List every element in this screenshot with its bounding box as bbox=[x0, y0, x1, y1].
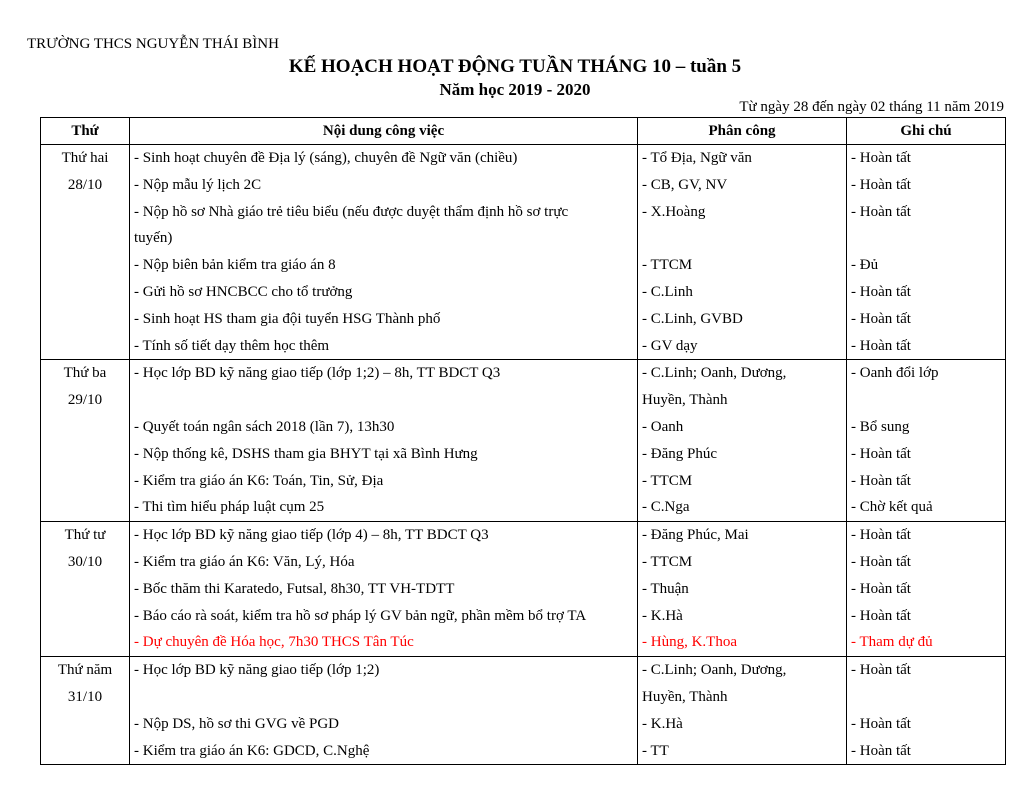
assignment-line: - Oanh bbox=[642, 418, 684, 435]
task-line: - Sinh hoạt chuyên đề Địa lý (sáng), chuyên đề Ngữ văn (chiều) bbox=[134, 150, 518, 166]
note-line: - Hoàn tất bbox=[851, 283, 911, 300]
assignment-cell bbox=[638, 145, 847, 360]
note-line: - Hoàn tất bbox=[851, 310, 911, 327]
assignment-line: - K.Hà bbox=[642, 715, 683, 732]
task-line: - Tính số tiết dạy thêm học thêm bbox=[134, 337, 330, 354]
task-cell bbox=[130, 360, 638, 522]
school-year: Năm học 2019 - 2020 bbox=[439, 80, 591, 99]
note-line: - Oanh đổi lớp bbox=[851, 365, 939, 382]
assignment-cell bbox=[638, 657, 847, 765]
day-name: Thứ tư bbox=[64, 527, 106, 544]
task-line: - Nộp hồ sơ Nhà giáo trẻ tiêu biểu (nếu được duyệt thẩm định hồ sơ trực bbox=[134, 203, 569, 220]
column-header-task: Nội dung công việc bbox=[130, 118, 638, 145]
assignment-line: - C.Linh; Oanh, Dương, bbox=[642, 365, 787, 382]
note-line: - Bổ sung bbox=[851, 418, 910, 435]
note-line: - Hoàn tất bbox=[851, 742, 911, 759]
day-group bbox=[41, 145, 1006, 360]
note-line: - Hoàn tất bbox=[851, 472, 911, 489]
day-group bbox=[41, 522, 1006, 657]
note-cell bbox=[847, 522, 1006, 657]
column-header-day: Thứ bbox=[41, 118, 130, 145]
note-line: - Hoàn tất bbox=[851, 445, 911, 462]
day-group bbox=[41, 360, 1006, 522]
day-name: Thứ hai bbox=[61, 150, 109, 166]
note-line: - Hoàn tất bbox=[851, 150, 911, 166]
task-line: - Kiểm tra giáo án K6: Văn, Lý, Hóa bbox=[134, 553, 355, 570]
note-line: - Hoàn tất bbox=[851, 527, 911, 544]
task-line: - Học lớp BD kỹ năng giao tiếp (lớp 4) – 8h, TT BDCT Q3 bbox=[134, 527, 489, 544]
assignment-line: - TTCM bbox=[642, 257, 693, 274]
assignment-line: - Tổ Địa, Ngữ văn bbox=[642, 150, 752, 166]
assignment-line: - TTCM bbox=[642, 472, 693, 489]
table-header-row bbox=[41, 118, 1006, 145]
note-line: - Hoàn tất bbox=[851, 553, 911, 570]
column-header-note: Ghi chú bbox=[847, 118, 1006, 145]
note-line: - Tham dự đủ bbox=[851, 634, 933, 651]
note-cell bbox=[847, 145, 1006, 360]
note-line: - Đủ bbox=[851, 257, 879, 274]
day-cell bbox=[41, 145, 130, 360]
column-header-assignment: Phân công bbox=[638, 118, 847, 145]
assignment-line: - K.Hà bbox=[642, 607, 683, 624]
task-line: - Bốc thăm thi Karatedo, Futsal, 8h30, TT VH-TDTT bbox=[134, 580, 455, 597]
assignment-line: - C.Nga bbox=[642, 499, 690, 516]
assignment-line: - C.Linh bbox=[642, 283, 693, 300]
day-cell bbox=[41, 522, 130, 657]
page-title: KẾ HOẠCH HOẠT ĐỘNG TUẦN THÁNG 10 – tuần 5 bbox=[288, 56, 742, 77]
day-cell bbox=[41, 657, 130, 765]
note-line bbox=[851, 387, 1001, 414]
assignment-line: - Đăng Phúc, Mai bbox=[642, 527, 749, 544]
task-line: - Gửi hồ sơ HNCBCC cho tổ trưởng bbox=[134, 283, 353, 300]
note-cell bbox=[847, 657, 1006, 765]
task-cell bbox=[130, 145, 638, 360]
task-line bbox=[134, 684, 633, 711]
task-line: - Nộp DS, hồ sơ thi GVG về PGD bbox=[134, 715, 340, 732]
note-line: - Hoàn tất bbox=[851, 607, 911, 624]
assignment-line: - Thuận bbox=[642, 580, 689, 597]
assignment-line: - CB, GV, NV bbox=[642, 176, 728, 193]
note-cell bbox=[847, 360, 1006, 522]
assignment-line: Huyền, Thành bbox=[642, 392, 728, 409]
assignment-line: - C.Linh, GVBD bbox=[642, 310, 743, 327]
task-line: - Học lớp BD kỹ năng giao tiếp (lớp 1;2) bbox=[134, 662, 380, 679]
task-line: - Học lớp BD kỹ năng giao tiếp (lớp 1;2) – 8h, TT BDCT Q3 bbox=[134, 365, 501, 382]
assignment-line: - GV dạy bbox=[642, 337, 698, 354]
day-date: 28/10 bbox=[67, 177, 103, 193]
note-line: - Hoàn tất bbox=[851, 337, 911, 354]
task-line: - Thi tìm hiểu pháp luật cụm 25 bbox=[134, 499, 325, 516]
task-line: - Nộp thống kê, DSHS tham gia BHYT tại xã Bình Hưng bbox=[134, 445, 478, 462]
activity-plan-table bbox=[40, 117, 1006, 765]
assignment-line: - C.Linh; Oanh, Dương, bbox=[642, 662, 787, 679]
task-line: - Quyết toán ngân sách 2018 (lần 7), 13h30 bbox=[134, 418, 395, 435]
day-cell bbox=[41, 360, 130, 522]
assignment-line: - Đăng Phúc bbox=[642, 445, 717, 462]
day-name: Thứ ba bbox=[63, 365, 107, 382]
task-cell bbox=[130, 522, 638, 657]
note-line: - Hoàn tất bbox=[851, 662, 911, 679]
assignment-line bbox=[642, 225, 842, 252]
task-line: - Nộp mẫu lý lịch 2C bbox=[134, 176, 262, 193]
task-line: - Nộp biên bản kiểm tra giáo án 8 bbox=[134, 257, 336, 274]
assignment-line: - TTCM bbox=[642, 553, 693, 570]
note-line bbox=[851, 684, 1001, 711]
day-date: 29/10 bbox=[67, 392, 103, 409]
date-range: Từ ngày 28 đến ngày 02 tháng 11 năm 2019 bbox=[739, 99, 1004, 115]
note-line: - Hoàn tất bbox=[851, 176, 911, 193]
school-name: TRƯỜNG THCS NGUYỄN THÁI BÌNH bbox=[27, 36, 279, 52]
task-line: - Dự chuyên đề Hóa học, 7h30 THCS Tân Túc bbox=[134, 634, 414, 651]
task-line: - Kiểm tra giáo án K6: GDCD, C.Nghệ bbox=[134, 742, 370, 759]
day-date: 31/10 bbox=[67, 689, 103, 706]
assignment-line: - X.Hoàng bbox=[642, 203, 706, 220]
table-body bbox=[41, 145, 1006, 765]
note-line: - Hoàn tất bbox=[851, 203, 911, 220]
note-line bbox=[851, 225, 1001, 252]
day-group bbox=[41, 657, 1006, 765]
note-line: - Hoàn tất bbox=[851, 715, 911, 732]
task-line bbox=[134, 387, 633, 414]
task-line: - Sinh hoạt HS tham gia đội tuyển HSG Thành phố bbox=[134, 310, 441, 327]
assignment-cell bbox=[638, 522, 847, 657]
task-line: - Kiểm tra giáo án K6: Toán, Tin, Sử, Địa bbox=[134, 472, 384, 489]
assignment-line: - Hùng, K.Thoa bbox=[642, 634, 737, 651]
note-line: - Hoàn tất bbox=[851, 580, 911, 597]
assignment-cell bbox=[638, 360, 847, 522]
assignment-line: Huyền, Thành bbox=[642, 688, 728, 705]
task-cell bbox=[130, 657, 638, 765]
day-date: 30/10 bbox=[67, 554, 103, 571]
note-line: - Chờ kết quả bbox=[851, 499, 933, 516]
day-name: Thứ năm bbox=[57, 662, 113, 679]
assignment-line: - TT bbox=[642, 742, 669, 759]
task-line: - Báo cáo rà soát, kiểm tra hồ sơ pháp lý GV bản ngữ, phần mềm bổ trợ TA bbox=[134, 607, 587, 624]
task-line: tuyến) bbox=[134, 230, 173, 247]
